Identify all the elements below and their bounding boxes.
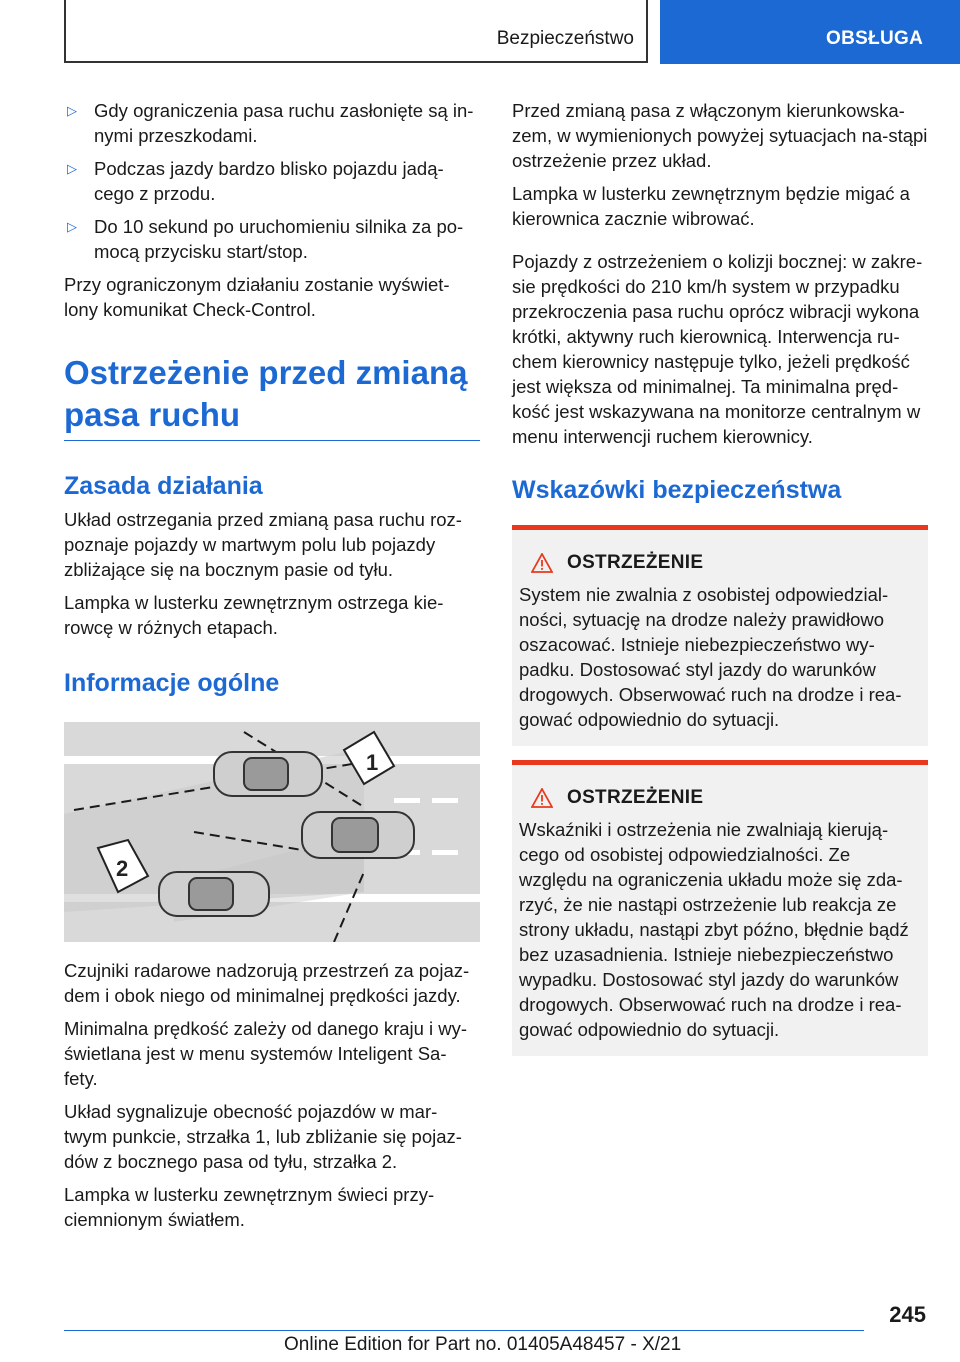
paragraph: Przed zmianą pasa z włączonym kierunkowska-zem, w wymienionych powyżej sytuacjach na-stąpi ostrzeżenie przez układ.: [512, 100, 928, 171]
footer-divider: [64, 1330, 864, 1331]
paragraph: Pojazdy z ostrzeżeniem o kolizji bocznej: w zakre-sie prędkości do 210 km/h system w przypadku przekroczenia pasa ruchu oprócz wibracji wykona krótki, aktywny ruch kierownicą. Interwencja ru-chem kierownicy następuje tylko, jeżeli prędkość jest większa od minimalnej. Ta minimalna pręd-kość jest wskazywana na monitorze centralnym w menu interwencji ruchem kierownicy.: [512, 251, 923, 447]
paragraph: Układ ostrzegania przed zmianą pasa ruchu roz-poznaje pojazdy w martwym polu lub pojazdy zbliżające się na bocznym pasie od tyłu.: [64, 509, 462, 580]
header-section-title: Bezpieczeństwo: [496, 28, 634, 49]
warning-header: [519, 552, 921, 574]
warning-text: System nie zwalnia z osobistej odpowiedzial-ności, sytuację na drodze należy prawidłowo oszacować. Istnieje niebezpieczeństwo wy-padku. Dostosować styl jazdy do warunków drogowych. Obserwować ruch na drodze i rea-gować odpowiednio do sytuacji.: [519, 584, 902, 730]
right-column: [512, 98, 928, 1070]
arrow-label: 1: [366, 750, 379, 775]
lane-change-illustration: [64, 722, 480, 942]
list-item-text: Do 10 sekund po uruchomieniu silnika za po-mocą przycisku start/stop.: [94, 216, 464, 262]
warning-box: [512, 525, 928, 746]
list-item-text: Podczas jazdy bardzo blisko pojazdu jadą-cego z przodu.: [94, 158, 444, 204]
list-item: [64, 98, 480, 148]
header-tab-label: OBSŁUGA: [826, 28, 924, 49]
list-item-text: Gdy ograniczenia pasa ruchu zasłonięte są in-nymi przeszkodami.: [94, 100, 474, 146]
footer-edition-link[interactable]: Online Edition for Part no. 01405A48457 - X/21: [284, 1334, 682, 1355]
warning-header: [519, 787, 921, 809]
header-section-box: [64, 0, 648, 63]
warning-triangle-icon: [531, 553, 553, 573]
warning-title: OSTRZEŻENIE: [567, 787, 704, 808]
triangle-bullet-icon: ▷: [67, 161, 77, 176]
list-item: [64, 156, 480, 206]
header-tab-obsluga[interactable]: [660, 0, 960, 64]
list-item: [64, 214, 480, 264]
warning-title: OSTRZEŻENIE: [567, 552, 704, 573]
subsection-heading-zasada: Zasada działania: [64, 472, 263, 500]
warning-box: [512, 760, 928, 1056]
road-diagram: [64, 722, 480, 942]
warning-text: Wskaźniki i ostrzeżenia nie zwalniają kierują-cego od osobistej odpowiedzialności. Ze względu na ograniczenia układu może się zda-rzyć, że nie nastąpi ostrzeżenie lub reakcja ze strony układu, nastąpi zbyt późno, błędnie bądź bez uzasadnienia. Istnieje niebezpieczeństwo wypadku. Dostosować styl jazdy do warunków drogowych. Obserwować ruch na drodze i rea-gować odpowiednio do sytuacji.: [519, 819, 909, 1040]
paragraph: Lampka w lusterku zewnętrznym ostrzega kie-rowcę w różnych etapach.: [64, 592, 444, 638]
paragraph: Lampka w lusterku zewnętrznym świeci przy-ciemnionym światłem.: [64, 1184, 435, 1230]
car-bottom: [159, 872, 269, 916]
subsection-heading-wskazowki: Wskazówki bezpieczeństwa: [512, 476, 842, 504]
car-top: [214, 752, 322, 796]
paragraph: Czujniki radarowe nadzorują przestrzeń za pojaz-dem i obok niego od minimalnej prędkości jazdy.: [64, 960, 470, 1006]
left-column: [64, 98, 480, 1240]
paragraph: Minimalna prędkość zależy od danego kraju i wy-świetlana jest w menu systemów Inteligent Sa-fety.: [64, 1018, 468, 1089]
warning-triangle-icon: [531, 788, 553, 808]
paragraph: Układ sygnalizuje obecność pojazdów w mar-twym punkcie, strzałka 1, lub zbliżanie się pojaz-dów z bocznego pasa od tyłu, strzałka 2.: [64, 1101, 462, 1172]
arrow-label: 2: [116, 856, 129, 881]
triangle-bullet-icon: ▷: [67, 219, 77, 234]
car-middle: [302, 812, 414, 858]
triangle-bullet-icon: ▷: [67, 103, 77, 118]
page-number: 245: [889, 1302, 926, 1327]
paragraph: Lampka w lusterku zewnętrznym będzie migać a kierownica zacznie wibrować.: [512, 183, 910, 229]
paragraph: Przy ograniczonym działaniu zostanie wyświet-lony komunikat Check-Control.: [64, 274, 450, 320]
section-heading: Ostrzeżenie przed zmianą pasa ruchu: [64, 352, 480, 441]
subsection-heading-informacje: Informacje ogólne: [64, 669, 280, 697]
